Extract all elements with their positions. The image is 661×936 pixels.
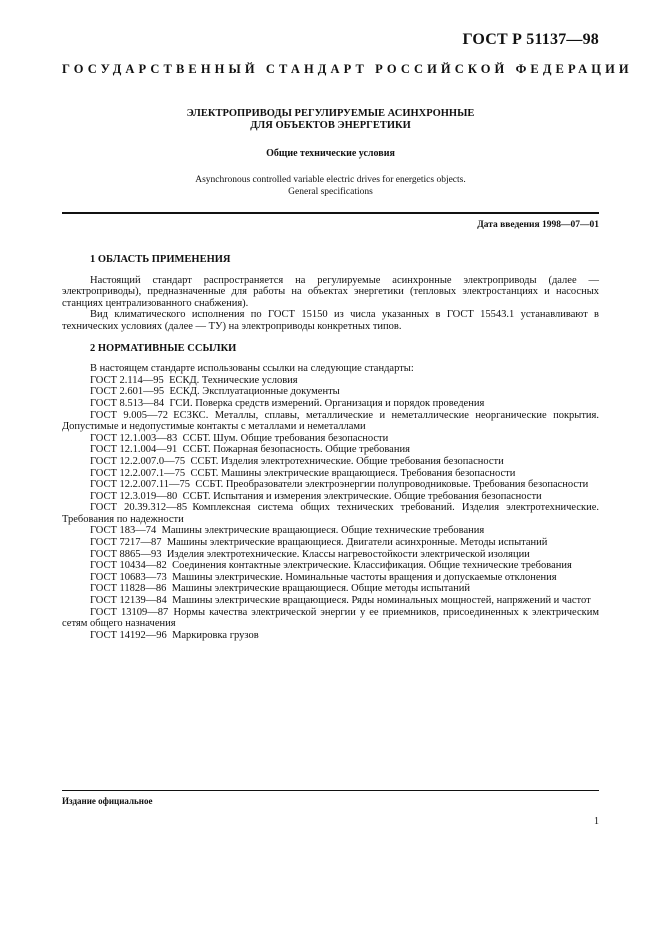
reference-code: ГОСТ 8865—93 bbox=[90, 548, 162, 560]
reference-item bbox=[62, 630, 599, 642]
english-title-line-1: Asynchronous controlled variable electric drives for energetics objects. bbox=[195, 175, 466, 185]
reference-code: ГОСТ 12.3.019—80 bbox=[90, 490, 178, 502]
reference-item bbox=[62, 433, 599, 445]
english-title-line-2: General specifications bbox=[288, 187, 373, 197]
reference-title: Комплексная система общих технических требований. Изделия электротехнические. Требования по надежности bbox=[62, 502, 599, 525]
reference-item bbox=[62, 444, 599, 456]
reference-code: ГОСТ 14192—96 bbox=[90, 629, 167, 641]
reference-title: Машины электрические вращающиеся. Двигатели асинхронные. Методы испытаний bbox=[166, 537, 548, 549]
reference-item bbox=[62, 491, 599, 503]
reference-code: ГОСТ 183—74 bbox=[90, 525, 157, 537]
reference-code: ГОСТ 10434—82 bbox=[90, 560, 167, 572]
footer-divider bbox=[62, 790, 599, 791]
reference-title: Нормы качества электрической энергии у ее приемников, присоединенных к электрическим сетям общего назначения bbox=[62, 606, 599, 630]
reference-title: Соединения контактные электрические. Классификация. Общие технические требования bbox=[172, 560, 572, 572]
reference-code: ГОСТ 12.1.004—91 bbox=[90, 444, 178, 456]
reference-code: ГОСТ 10683—73 bbox=[90, 571, 167, 583]
document-code: ГОСТ Р 51137—98 bbox=[462, 31, 599, 48]
header-divider bbox=[62, 212, 599, 214]
reference-item bbox=[62, 479, 599, 491]
reference-item bbox=[62, 375, 599, 387]
document-subtitle: Общие технические условия bbox=[266, 148, 395, 159]
reference-code: ГОСТ 11828—86 bbox=[90, 583, 167, 595]
reference-item bbox=[62, 595, 599, 607]
reference-code: ГОСТ 12.2.007.0—75 bbox=[90, 455, 186, 467]
introduction-date: Дата введения 1998—07—01 bbox=[477, 220, 599, 230]
reference-item bbox=[62, 502, 599, 525]
reference-title: ССБТ. Шум. Общие требования безопасности bbox=[182, 432, 389, 444]
reference-title: Машины электрические вращающиеся. Общие методы испытаний bbox=[171, 583, 470, 595]
reference-title: ССБТ. Изделия электротехнические. Общие требования безопасности bbox=[190, 455, 504, 467]
reference-title: ЕСКД. Эксплуатационные документы bbox=[169, 386, 340, 398]
section-2-heading: 2 НОРМАТИВНЫЕ ССЫЛКИ bbox=[90, 342, 237, 354]
reference-code: ГОСТ 12139—84 bbox=[90, 595, 167, 607]
section-1-paragraph: Настоящий стандарт распространяется на регулируемые асинхронные электроприводы (далее — электроприводы), предназначенные для работы на объектах энергетики (тепловых электростанциях и насосных станциях централизованного снабжения). bbox=[62, 274, 599, 309]
reference-code: ГОСТ 12.2.007.1—75 bbox=[90, 467, 186, 479]
reference-title: ГСИ. Поверка средств измерений. Организация и порядок проведения bbox=[169, 397, 485, 409]
document-title bbox=[62, 108, 599, 132]
title-line-1: ЭЛЕКТРОПРИВОДЫ РЕГУЛИРУЕМЫЕ АСИНХРОННЫЕ bbox=[186, 108, 475, 119]
reference-code: ГОСТ 20.39.312—85 bbox=[90, 502, 188, 514]
reference-title: Машины электрические вращающиеся. Общие технические требования bbox=[161, 525, 485, 537]
reference-code: ГОСТ 12.1.003—83 bbox=[90, 432, 178, 444]
reference-item bbox=[62, 537, 599, 549]
reference-title: Машины электрические. Номинальные частоты вращения и допускаемые отклонения bbox=[172, 571, 557, 583]
title-block bbox=[62, 108, 599, 198]
reference-item bbox=[62, 549, 599, 561]
reference-code: ГОСТ 13109—87 bbox=[90, 606, 169, 618]
section-2-intro: В настоящем стандарте использованы ссылки на следующие стандарты: bbox=[90, 363, 414, 375]
section-1-heading: 1 ОБЛАСТЬ ПРИМЕНЕНИЯ bbox=[90, 254, 231, 265]
title-line-2: ДЛЯ ОБЪЕКТОВ ЭНЕРГЕТИКИ bbox=[250, 120, 411, 131]
reference-item bbox=[62, 572, 599, 584]
reference-title: ЕСКД. Технические условия bbox=[169, 374, 298, 386]
section-1-paragraph: Вид климатического исполнения по ГОСТ 15150 из числа указанных в ГОСТ 15543.1 устанавливают в технических условиях (далее — ТУ) на электроприводы конкретных типов. bbox=[62, 309, 599, 332]
reference-item bbox=[62, 398, 599, 410]
official-edition-label: Издание официальное bbox=[62, 796, 153, 806]
reference-item bbox=[62, 468, 599, 480]
reference-title: ССБТ. Преобразователи электроэнергии полупроводниковые. Требования безопасности bbox=[195, 479, 589, 491]
reference-title: ССБТ. Испытания и измерения электрические. Общие требования безопасности bbox=[182, 490, 542, 502]
reference-title: ССБТ. Машины электрические вращающиеся. Требования безопасности bbox=[190, 467, 516, 479]
reference-code: ГОСТ 7217—87 bbox=[90, 537, 162, 549]
reference-code: ГОСТ 9.005—72 bbox=[90, 409, 169, 421]
english-title bbox=[62, 174, 599, 198]
reference-item bbox=[62, 560, 599, 572]
reference-item bbox=[62, 386, 599, 398]
reference-item bbox=[62, 410, 599, 433]
reference-item bbox=[62, 583, 599, 595]
reference-title: Изделия электротехнические. Классы нагревостойкости электрической изоляции bbox=[166, 548, 530, 560]
reference-title: ЕСЗКС. Металлы, сплавы, металлические и неметаллические неорганические покрытия. Допустимые и недопустимые контакты с металлами и неметаллами bbox=[62, 409, 600, 433]
reference-code: ГОСТ 12.2.007.11—75 bbox=[90, 479, 191, 491]
document-body bbox=[62, 254, 599, 641]
reference-code: ГОСТ 2.601—95 bbox=[90, 386, 165, 398]
reference-item bbox=[62, 607, 599, 630]
reference-code: ГОСТ 2.114—95 bbox=[90, 374, 164, 386]
reference-title: ССБТ. Пожарная безопасность. Общие требования bbox=[182, 444, 410, 456]
references-list bbox=[62, 375, 599, 642]
reference-code: ГОСТ 8.513—84 bbox=[90, 397, 165, 409]
reference-item bbox=[62, 525, 599, 537]
reference-title: Маркировка грузов bbox=[172, 629, 259, 641]
state-standard-banner: ГОСУДАРСТВЕННЫЙ СТАНДАРТ РОССИЙСКОЙ ФЕДЕРАЦИИ bbox=[62, 62, 633, 76]
page-number: 1 bbox=[594, 816, 599, 827]
reference-item bbox=[62, 456, 599, 468]
reference-title: Машины электрические вращающиеся. Ряды номинальных мощностей, напряжений и частот bbox=[172, 595, 591, 607]
